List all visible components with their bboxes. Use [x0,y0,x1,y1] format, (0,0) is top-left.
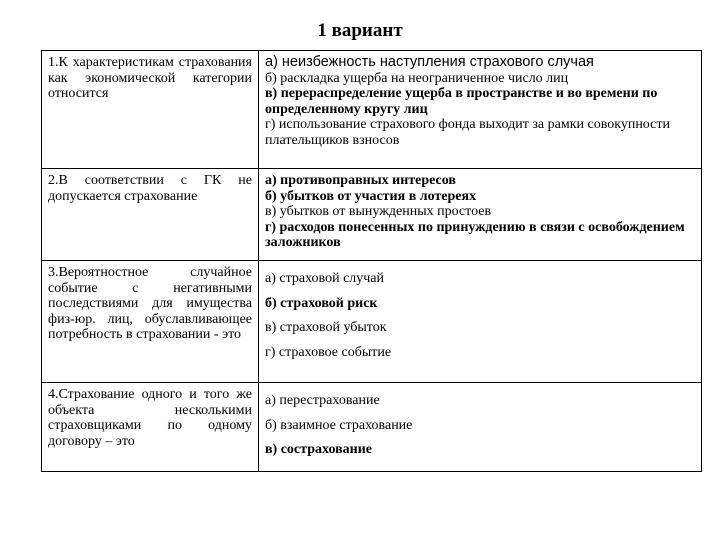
answer-options [259,51,702,169]
option-a[interactable]: а) перестрахование [265,393,380,408]
option-b[interactable]: б) взаимное страхование [265,417,413,433]
option-d[interactable]: г) использование страхового фонда выходит за рамки совокупности плательщиков взносов [265,117,670,148]
answer-options [259,383,702,472]
question-row-2 [42,169,702,261]
question-text: 3.Вероятностное случайное событие с негативными последствиями для имущества физ-юр. лиц, обуславливающее потребность в страховании - это [42,261,259,383]
answer-options [259,261,702,383]
option-a[interactable]: а) противоправных интересов [265,173,456,188]
option-d[interactable]: г) страховое событие [265,344,392,360]
answer-options [259,169,702,261]
quiz-table [41,50,702,472]
option-c[interactable]: в) страховой убыток [265,320,387,335]
page-title: 1 вариант [317,20,403,41]
question-row-4 [42,383,702,472]
option-c[interactable]: в) сострахование [265,442,373,457]
option-c[interactable]: в) убытков от вынужденных простоев [265,204,492,219]
option-c[interactable]: в) перераспределение ущерба в пространстве и во времени по определенному кругу лиц [265,86,658,117]
question-text: 1.К характеристикам страхования как экономической категории относится [42,51,259,169]
question-text: 2.В соответствии с ГК не допускается страхование [42,169,259,261]
option-b[interactable]: б) страховой риск [265,295,378,311]
option-b[interactable]: б) убытков от участия в лотереях [265,188,477,204]
question-text: 4.Страхование одного и того же объекта несколькими страховщиками по одному договору – это [42,383,259,472]
question-row-3 [42,261,702,383]
option-b[interactable]: б) раскладка ущерба на неограниченное число лиц [265,70,569,86]
option-a[interactable]: а) страховой случай [265,271,385,286]
option-d[interactable]: г) расходов понесенных по принуждению в связи с освобождением заложников [265,219,685,250]
question-row-1 [42,51,702,169]
option-a[interactable]: а) неизбежность наступления страхового случая [265,54,594,70]
